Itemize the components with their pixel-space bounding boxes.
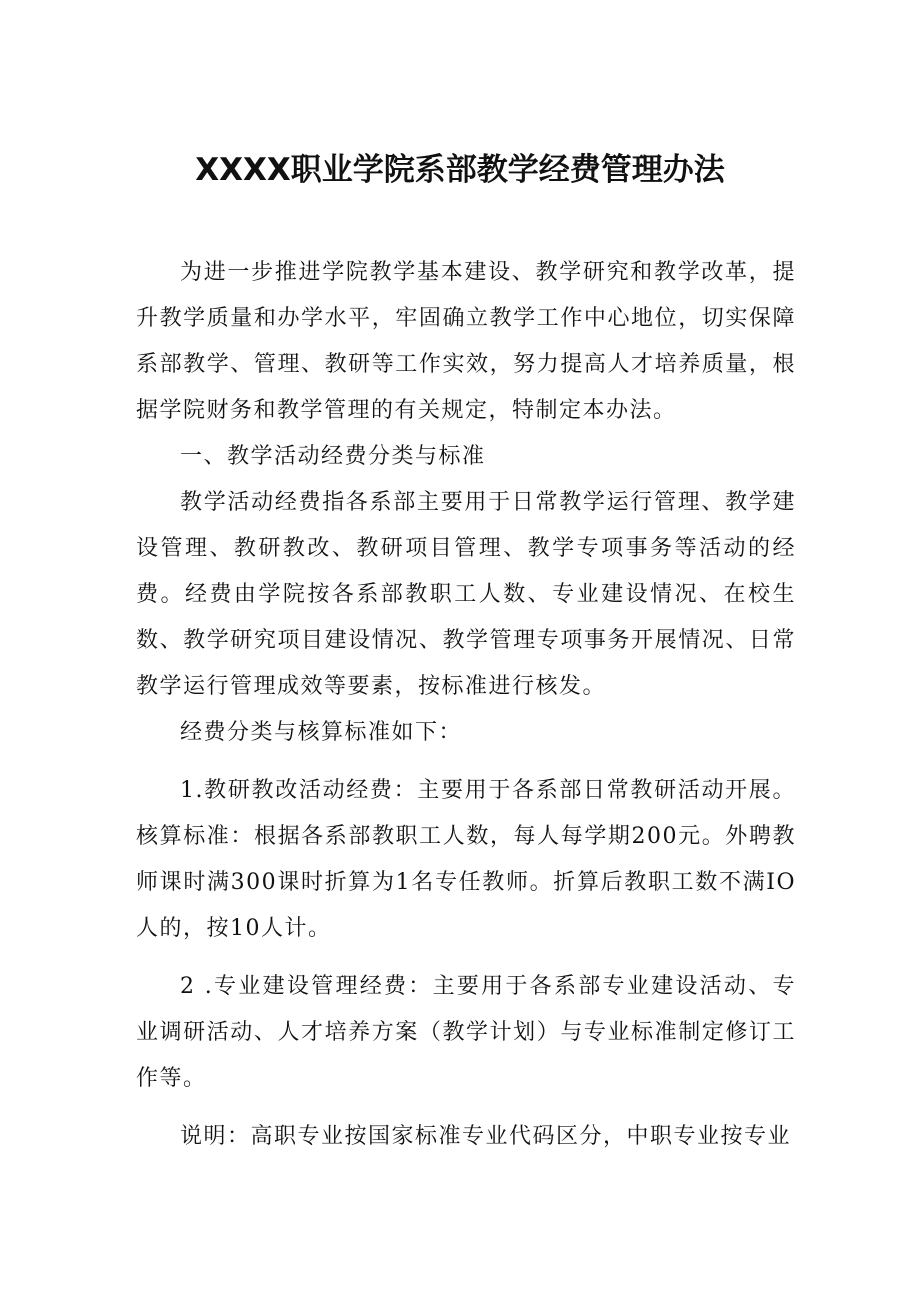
paragraph-funding-definition: 教学活动经费指各系部主要用于日常教学运行管理、教学建设管理、教研教改、教研项目管理、教学专项事务等活动的经费。经费由学院按各系部教职工人数、专业建设情况、在校生数、教学研究项目建设情况、教学管理专项事务开展情况、日常教学运行管理成效等要素，按标准进行核发。 xyxy=(136,490,796,699)
document-title: XXXX职业学院系部教学经费管理办法 xyxy=(195,152,725,188)
paragraph-classification-intro: 经费分类与核算标准如下： xyxy=(180,720,463,745)
list-item-2: 2 .专业建设管理经费：主要用于各系部专业建设活动、专业调研活动、人才培养方案（教学计划）与专业标准制定修订工作等。 xyxy=(136,974,796,1091)
paragraph-intro: 为进一步推进学院教学基本建设、教学研究和教学改革，提升教学质量和办学水平，牢固确立教学工作中心地位，切实保障系部教学、管理、教研等工作实效，努力提高人才培养质量，根据学院财务和教学管理的有关规定，特制定本办法。 xyxy=(136,260,796,423)
list-item-1: 1.教研教改活动经费：主要用于各系部日常教研活动开展。核算标准：根据各系部教职工人数，每人每学期200元。外聘教师课时满300课时折算为1名专任教师。折算后教职工数不满IO人的，按10人计。 xyxy=(136,778,796,941)
section-heading-1: 一、教学活动经费分类与标准 xyxy=(180,444,486,469)
document-body xyxy=(136,250,796,1160)
paragraph-note: 说明：高职专业按国家标准专业代码区分，中职专业按专业 xyxy=(180,1124,792,1149)
